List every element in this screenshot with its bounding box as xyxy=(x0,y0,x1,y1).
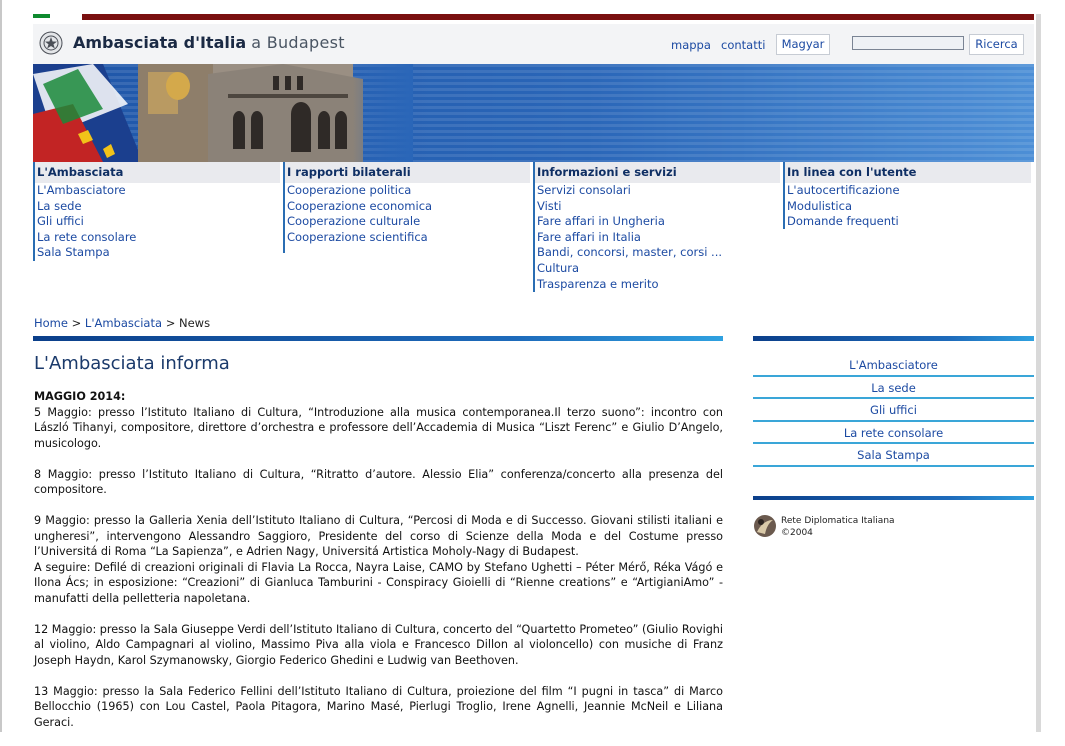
menu-item-coop-politica[interactable]: Cooperazione politica xyxy=(287,183,412,197)
header-banner-image xyxy=(33,64,1034,162)
article-paragraph: 12 Maggio: presso la Sala Giuseppe Verdi dell’Istituto Italiano di Cultura, concerto del “Quartetto Prometeo” (Giulio Rovighi al violino, Aldo Campagnari al violino, Massimo Piva alla viola e Francesco Dillon al violoncello) con musiche di Franz Joseph Haydn, Karol Szymanowsky, Giorgio Federico Ghedini e Ludwig van Beethoven. xyxy=(34,622,723,667)
menu-heading-ambasciata[interactable]: L'Ambasciata xyxy=(33,162,280,183)
italian-emblem-icon[interactable] xyxy=(39,31,63,55)
sidebar-footer xyxy=(753,513,1034,543)
menu-section-ambasciata xyxy=(33,162,280,302)
menu-item-bandi[interactable]: Bandi, concorsi, master, corsi ... xyxy=(537,245,723,260)
sidebar-link-sala-stampa[interactable]: Sala Stampa xyxy=(753,444,1034,467)
search-button[interactable]: Ricerca xyxy=(969,34,1024,55)
menu-item-servizi-consolari[interactable]: Servizi consolari xyxy=(537,183,631,197)
breadcrumb-section[interactable]: L'Ambasciata xyxy=(84,316,163,330)
menu-heading-utente[interactable]: In linea con l'utente xyxy=(783,162,1031,183)
menu-section-utente xyxy=(783,162,1031,302)
menu-item-sede[interactable]: La sede xyxy=(37,198,82,213)
site-title[interactable] xyxy=(73,33,345,52)
sidebar-link-sede[interactable]: La sede xyxy=(753,377,1034,400)
rete-diplomatica-logo-icon xyxy=(753,514,777,538)
menu-item-modulistica[interactable]: Modulistica xyxy=(787,198,853,213)
menu-item-trasparenza[interactable]: Trasparenza e merito xyxy=(537,276,659,291)
menu-heading-informazioni[interactable]: Informazioni e servizi xyxy=(533,162,780,183)
main-navigation xyxy=(33,162,1034,302)
menu-item-visti[interactable]: Visti xyxy=(537,198,562,213)
footer-line-2: ©2004 xyxy=(781,528,813,538)
menu-item-affari-italia[interactable]: Fare affari in Italia xyxy=(537,229,641,244)
menu-item-ambasciatore[interactable]: L'Ambasciatore xyxy=(37,183,126,197)
footer-line-1: Rete Diplomatica Italiana xyxy=(781,516,895,526)
menu-section-informazioni xyxy=(533,162,780,302)
contacts-link[interactable]: contatti xyxy=(721,38,766,52)
menu-item-domande[interactable]: Domande frequenti xyxy=(787,214,899,229)
menu-item-cultura[interactable]: Cultura xyxy=(537,260,580,275)
article-paragraph: 8 Maggio: presso l’Istituto Italiano di Cultura, “Ritratto d’autore. Alessio Elia” conferenza/concerto alla presenza del compositore. xyxy=(34,467,723,496)
menu-item-affari-ungheria[interactable]: Fare affari in Ungheria xyxy=(537,214,665,229)
menu-item-rete-consolare[interactable]: La rete consolare xyxy=(37,229,137,244)
window-left-edge xyxy=(0,0,2,732)
sidebar-link-ambasciatore[interactable]: L'Ambasciatore xyxy=(753,354,1034,377)
menu-item-autocertificazione[interactable]: L'autocertificazione xyxy=(787,183,900,197)
breadcrumb-current: News xyxy=(178,316,211,330)
article-paragraph: 9 Maggio: presso la Galleria Xenia dell’Istituto Italiano di Cultura, “Percosi di Moda e di Successo. Giovani stilisti italiani e ungheresi”, intervengono Alessandro Saggioro, Presidente del corso di Scienze della Moda e del Costume presso l’Universitá di Roma “La Sapienza”, e Adrien Nagy, Universitá Artistica Moholy-Nagy di Budapest. xyxy=(34,514,723,558)
language-button[interactable]: Magyar xyxy=(776,34,830,55)
sidebar-link-rete-consolare[interactable]: La rete consolare xyxy=(753,422,1034,445)
breadcrumb-separator: > xyxy=(165,316,176,330)
article-paragraph: A seguire: Defilé di creazioni originali di Flavia La Rocca, Nayra Laise, CAMO by Stefano Ughetti – Péter Mérő, Réka Vágó e Ilona Ács; in esposizione: “Creazioni” di Gianluca Tamburini - Conspiracy Gioielli di “Rienne creations” e “ArtigianiAmo” - manufatti della pelletteria napoletana. xyxy=(34,560,723,605)
map-link[interactable]: mappa xyxy=(671,38,711,52)
flag-white xyxy=(50,14,82,18)
menu-section-rapporti xyxy=(283,162,530,302)
site-title-main: Ambasciata d'Italia xyxy=(73,33,247,52)
site-title-sub: a Budapest xyxy=(251,33,345,52)
breadcrumb-separator: > xyxy=(71,316,82,330)
search-input[interactable] xyxy=(852,36,964,50)
breadcrumb xyxy=(34,316,210,330)
menu-item-coop-economica[interactable]: Cooperazione economica xyxy=(287,198,433,213)
menu-item-coop-culturale[interactable]: Cooperazione culturale xyxy=(287,214,421,229)
article-body xyxy=(34,389,723,746)
sidebar-footer-divider xyxy=(753,496,1034,500)
page-title: L'Ambasciata informa xyxy=(34,353,230,374)
menu-item-sala-stampa[interactable]: Sala Stampa xyxy=(37,245,110,260)
flag-red xyxy=(82,14,1034,20)
article-month: MAGGIO 2014: xyxy=(34,390,126,403)
breadcrumb-home[interactable]: Home xyxy=(34,316,68,330)
menu-heading-rapporti[interactable]: I rapporti bilaterali xyxy=(283,162,530,183)
content-divider xyxy=(33,336,723,341)
sidebar-link-uffici[interactable]: Gli uffici xyxy=(753,399,1034,422)
menu-item-uffici[interactable]: Gli uffici xyxy=(37,214,84,229)
site-header xyxy=(33,24,1034,65)
flag-green xyxy=(33,14,50,18)
page-container xyxy=(33,14,1035,732)
sidebar-nav xyxy=(753,354,1034,467)
flag-stripe xyxy=(33,14,1034,21)
page-right-border xyxy=(1036,14,1041,732)
sidebar-divider xyxy=(753,336,1034,341)
footer-text xyxy=(781,515,895,539)
article-paragraph: 13 Maggio: presso la Sala Federico Fellini dell’Istituto Italiano di Cultura, proiezione del film “I pugni in tasca” di Marco Bellocchio (1965) con Lou Castel, Paola Pitagora, Marino Masé, Pierlugi Troglio, Irene Agnelli, Jeannie McNeil e Liliana Geraci. xyxy=(34,684,723,729)
menu-item-coop-scientifica[interactable]: Cooperazione scientifica xyxy=(287,229,428,244)
article-paragraph: 5 Maggio: presso l’Istituto Italiano di Cultura, “Introduzione alla musica contemporanea.Il terzo suono”: incontro con László Tihanyi, compositore, direttore d’orchestra e professore dell’Accademia di Musica “Liszt Ferenc” e Giulio D’Angelo, musicologo. xyxy=(34,405,723,450)
